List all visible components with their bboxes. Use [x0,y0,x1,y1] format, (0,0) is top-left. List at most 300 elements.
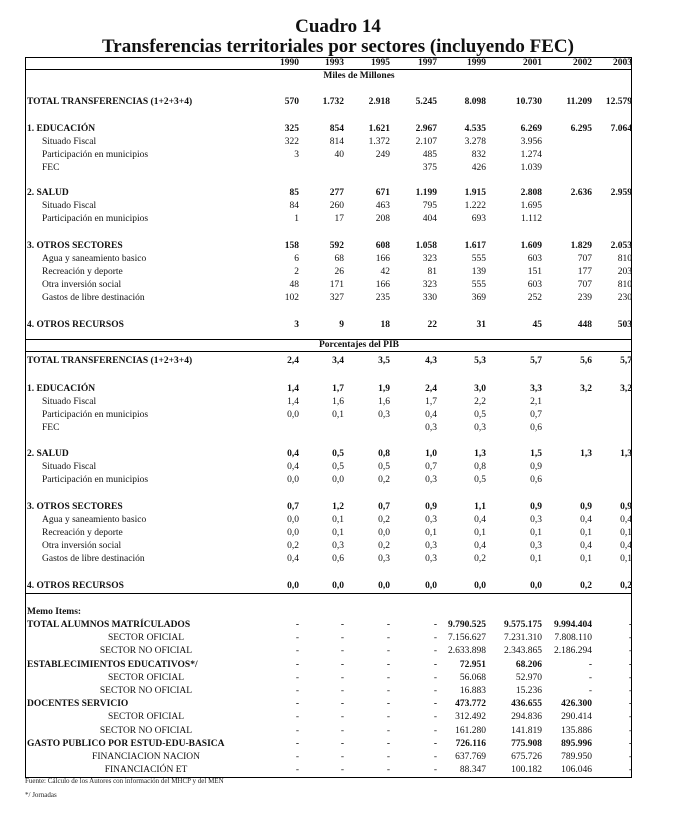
row-label: Situado Fiscal [42,201,97,211]
row-label: Gastos de libre destinación [42,554,145,564]
cell-2001: 603 [527,254,542,264]
cell-2001: 1.039 [520,163,542,173]
cell-1993: - [340,765,344,776]
miles-row [26,253,632,266]
cell-2001: 5,7 [530,356,542,366]
cell-1999: 312.492 [455,712,486,723]
row-label: 3. OTROS SECTORES [27,502,123,512]
cell-1999: 31 [476,320,486,330]
jornadas-footnote: */ Jornadas [25,791,57,799]
cell-1995: - [386,620,390,630]
cell-1993: - [340,686,344,696]
row-label: GASTO PUBLICO POR ESTUD-EDU-BASICA [27,738,225,749]
cell-1997: - [433,686,437,696]
miles-row [26,200,632,213]
row-label: SECTOR NO OFICIAL [99,686,193,696]
cell-2003: 0,4 [620,515,632,525]
cell-1995: - [386,646,390,657]
cell-1995: 42 [380,267,390,277]
cell-1993: - [340,752,344,762]
cell-1997: 1,0 [425,449,437,459]
cell-2002: 106.046 [561,765,592,776]
cell-2001: 1.695 [520,201,542,211]
pib-row [26,540,632,553]
cell-1990: 0,0 [287,528,299,538]
cell-1990: - [295,712,299,723]
cell-1990: 2,4 [287,356,299,366]
cell-2003: 5,7 [620,356,632,366]
row-label: Situado Fiscal [42,137,97,147]
cell-2001: 294.836 [511,712,542,723]
cell-1995: 608 [375,241,390,251]
cell-1997: 22 [427,320,437,330]
miles-row [26,187,632,200]
cell-1997: 485 [422,150,437,160]
cell-1995: - [386,712,390,723]
cell-2001: 1.609 [520,241,542,251]
cell-1999: 637.769 [455,752,486,762]
section-divider [26,351,631,352]
row-label: Participación en municipios [42,214,149,224]
cell-2002: 0,1 [580,528,592,538]
cell-2003: - [628,633,632,644]
cell-2002: 0,4 [580,541,592,551]
cell-1993: - [340,620,344,630]
cell-1993: - [340,659,344,670]
cell-1995: - [386,672,390,683]
miles-row [26,213,632,226]
cell-1997: 0,3 [425,554,437,564]
cell-1999: 3.278 [464,137,486,147]
cell-2003: 2.959 [610,188,632,198]
cell-1997: 0,9 [425,502,437,512]
cell-2003: 0,1 [620,554,632,564]
cell-1990: 102 [284,293,299,303]
memo-row [26,711,632,724]
cell-2003: 0,4 [620,541,632,551]
source-footnote: Fuente: Cálculo de los Autores con información del MHCP y del MEN [25,777,224,785]
row-label: Otra inversión social [42,541,122,551]
cell-1997: 330 [422,293,437,303]
row-label: 2. SALUD [27,449,69,459]
year-header: 1997 [418,58,437,68]
cell-2001: 775.908 [511,738,542,749]
cell-1995: 0,0 [378,581,390,591]
cell-1999: 369 [471,293,486,303]
row-label: Recreación y deporte [42,267,123,277]
pib-row [26,461,632,474]
cell-1997: 1,7 [425,397,437,407]
cell-1995: 166 [375,280,390,290]
memo-row [26,645,632,658]
miles-row [26,292,632,305]
cell-1993: 0,0 [332,581,344,591]
cell-1990: - [295,752,299,762]
cell-1995: 235 [375,293,390,303]
cell-1995: 0,2 [378,475,390,485]
cell-1990: - [295,699,299,710]
cell-1999: 473.772 [455,699,486,710]
row-label: FINANCIACION NACION [92,752,200,762]
cell-1999: 0,5 [474,410,486,420]
cell-1993: 0,1 [332,528,344,538]
cell-1997: 0,0 [425,581,437,591]
cell-1997: 1.199 [415,188,437,198]
row-label: 1. EDUCACIÓN [27,124,96,134]
cell-2001: 675.726 [511,752,542,762]
cell-1999: 9.790.525 [448,620,486,630]
cell-1990: 0,0 [287,515,299,525]
cell-1993: - [340,712,344,723]
cell-1993: 68 [334,254,344,264]
row-label: FINANCIACIÓN ET [104,765,188,776]
cell-2002: 448 [577,320,592,330]
cell-1997: - [433,738,437,749]
miles-row [26,319,632,332]
cell-1990: 84 [289,201,299,211]
cell-1997: 1.058 [415,241,437,251]
cell-2001: 0,3 [530,515,542,525]
cell-1995: 671 [375,188,390,198]
cell-2002: 707 [577,280,592,290]
cell-2002: - [588,686,592,696]
cell-2002: 426.300 [561,699,592,710]
cell-2003: 810 [617,254,632,264]
cell-2001: 151 [527,267,542,277]
cell-1995: 1.621 [368,124,390,134]
row-label: 1. EDUCACIÓN [27,384,96,394]
cell-1997: - [433,659,437,670]
cell-2002: 789.950 [561,752,592,762]
cell-1995: 1,9 [378,384,390,394]
cell-2002: 2.636 [570,188,592,198]
cell-1993: 0,1 [332,515,344,525]
cell-2001: 0,9 [530,502,542,512]
cell-1997: - [433,752,437,762]
year-header: 2003 [613,58,632,68]
cell-1990: 325 [284,124,299,134]
cell-1995: 0,3 [378,410,390,420]
cell-2003: 810 [617,280,632,290]
pib-row [26,527,632,540]
cell-1997: 0,1 [425,528,437,538]
cell-2001: 0,1 [530,554,542,564]
row-label: Agua y saneamiento basico [42,515,147,525]
cell-1993: 0,5 [332,462,344,472]
cell-2002: - [588,672,592,683]
miles-row [26,162,632,175]
cell-1997: 5.245 [415,97,437,107]
cell-2003: 1,3 [620,449,632,459]
cell-2001: 0,0 [530,581,542,591]
memo-row [26,685,632,698]
cell-1999: 0,4 [474,515,486,525]
transfers-table [25,57,632,778]
cell-1995: - [386,725,390,736]
cell-1997: 404 [422,214,437,224]
cell-2002: 5,6 [580,356,592,366]
cell-1999: 1.915 [464,188,486,198]
cell-2002: 0,9 [580,502,592,512]
pib-row [26,553,632,566]
cell-1995: 208 [375,214,390,224]
cell-1995: 463 [375,201,390,211]
cell-1999: 5,3 [474,356,486,366]
table-title: Cuadro 14 [295,16,381,37]
cell-1997: - [433,646,437,657]
cell-1990: 0,0 [287,475,299,485]
cell-1997: 375 [422,163,437,173]
cell-1999: 0,2 [474,554,486,564]
cell-1995: 0,7 [378,502,390,512]
cell-1997: 81 [427,267,437,277]
cell-1999: 0,1 [474,528,486,538]
cell-1990: 158 [284,241,299,251]
year-header: 2001 [523,58,542,68]
cell-1990: 322 [284,137,299,147]
cell-1999: 726.116 [455,738,486,749]
cell-1995: 18 [380,320,390,330]
cell-1993: - [340,672,344,683]
cell-2002: 6.295 [570,124,592,134]
cell-1993: 0,5 [332,449,344,459]
cell-2001: 1,5 [530,449,542,459]
cell-1997: 0,3 [425,515,437,525]
cell-2001: 436.655 [511,699,542,710]
cell-1999: 693 [471,214,486,224]
cell-2003: - [628,686,632,696]
cell-1993: 9 [339,320,344,330]
row-label: FEC [42,423,60,433]
cell-1993: - [340,646,344,657]
cell-2003: 12.579 [605,97,632,107]
cell-1990: 0,0 [287,410,299,420]
year-header: 1993 [325,58,344,68]
cell-2002: 0,4 [580,515,592,525]
cell-1997: - [433,712,437,723]
cell-1995: - [386,765,390,776]
cell-1995: 0,2 [378,541,390,551]
cell-1997: 0,7 [425,462,437,472]
memo-row [26,619,632,632]
pib-row [26,396,632,409]
pib-row [26,501,632,514]
cell-1993: 0,0 [332,475,344,485]
cell-1990: 85 [289,188,299,198]
cell-1990: 2 [294,267,299,277]
cell-1993: 17 [334,214,344,224]
cell-1995: - [386,752,390,762]
row-label: FEC [42,163,60,173]
cell-2001: 52.970 [515,672,542,683]
row-label: Participación en municipios [42,150,149,160]
cell-2001: 1.274 [520,150,542,160]
cell-2001: 603 [527,280,542,290]
cell-2001: 68.206 [515,659,542,670]
cell-1993: 40 [334,150,344,160]
year-header: 1999 [467,58,486,68]
cell-1990: 1,4 [287,384,299,394]
cell-1999: 16.883 [459,686,486,696]
pib-row [26,355,632,368]
cell-1993: 1,6 [332,397,344,407]
memo-row [26,632,632,645]
cell-1990: - [295,659,299,670]
cell-2002: 3,2 [580,384,592,394]
cell-2003: 230 [617,293,632,303]
cell-1999: 0,3 [474,423,486,433]
cell-1999: 7.156.627 [448,633,486,644]
cell-1993: 0,1 [332,410,344,420]
cell-1995: - [386,699,390,710]
row-label: SECTOR OFICIAL [107,633,185,644]
year-header: 1995 [371,58,390,68]
cell-2001: 141.819 [511,725,542,736]
cell-1993: 1,7 [332,384,344,394]
cell-1999: 0,4 [474,541,486,551]
miles-row [26,96,632,109]
cell-1997: 0,3 [425,541,437,551]
row-label: TOTAL ALUMNOS MATRÍCULADOS [27,620,191,630]
cell-1999: 555 [471,280,486,290]
cell-1990: - [295,672,299,683]
cell-2002: 0,2 [580,581,592,591]
miles-row [26,240,632,253]
cell-1999: 0,8 [474,462,486,472]
pib-row [26,422,632,435]
cell-1993: 814 [329,137,344,147]
cell-2001: 0,9 [530,462,542,472]
cell-2002: 7.808.110 [554,633,592,644]
cell-2003: 0,1 [620,528,632,538]
cell-1990: 6 [294,254,299,264]
cell-2003: 0,9 [620,502,632,512]
cell-2003: - [628,765,632,776]
cell-1999: 555 [471,254,486,264]
memo-row [26,764,632,777]
cell-2001: 0,7 [530,410,542,420]
miles-row [26,123,632,136]
cell-1999: 426 [471,163,486,173]
cell-2003: 0,2 [620,581,632,591]
memo-row [26,698,632,711]
pib-row [26,514,632,527]
cell-1999: 72.951 [459,659,486,670]
cell-1993: 1.732 [322,97,344,107]
cell-1997: 0,3 [425,475,437,485]
cell-1997: 2.107 [415,137,437,147]
cell-1993: 3,4 [332,356,344,366]
cell-1999: 832 [471,150,486,160]
unit-label-miles: Miles de Millones [323,71,395,81]
cell-2001: 2,1 [530,397,542,407]
cell-1990: 0,7 [287,502,299,512]
cell-2002: 1.829 [570,241,592,251]
cell-1990: 3 [294,320,299,330]
cell-1993: 260 [329,201,344,211]
cell-2001: 9.575.175 [504,620,542,630]
cell-2002: 895.996 [561,738,592,749]
row-label: SECTOR NO OFICIAL [99,646,193,657]
cell-2003: 203 [617,267,632,277]
cell-1993: - [340,633,344,644]
cell-2001: 10.730 [515,97,542,107]
cell-1997: 4,3 [425,356,437,366]
cell-1990: - [295,738,299,749]
cell-1999: 139 [471,267,486,277]
cell-2002: - [588,659,592,670]
cell-2003: 503 [617,320,632,330]
row-label: TOTAL TRANSFERENCIAS (1+2+3+4) [27,97,193,107]
cell-2001: 0,1 [530,528,542,538]
pib-row [26,383,632,396]
cell-1999: 0,5 [474,475,486,485]
cell-1997: - [433,699,437,710]
cell-2001: 252 [527,293,542,303]
cell-1997: - [433,620,437,630]
cell-2001: 45 [532,320,542,330]
pib-row [26,409,632,422]
row-label: DOCENTES SERVICIO [27,699,129,710]
cell-1993: - [340,725,344,736]
cell-1997: 0,3 [425,423,437,433]
cell-1995: - [386,738,390,749]
memo-divider [26,593,631,594]
cell-1997: 0,4 [425,410,437,420]
cell-2001: 2.808 [520,188,542,198]
memo-row [26,659,632,672]
cell-1995: 1,6 [378,397,390,407]
miles-row [26,279,632,292]
cell-1997: - [433,633,437,644]
year-header-row [26,57,632,70]
cell-2001: 1.112 [520,214,542,224]
cell-2003: - [628,699,632,710]
cell-1995: - [386,633,390,644]
row-label: Participación en municipios [42,410,149,420]
cell-2003: - [628,659,632,670]
memo-row [26,725,632,738]
cell-2001: 0,3 [530,541,542,551]
cell-1990: - [295,646,299,657]
cell-1995: 3,5 [378,356,390,366]
cell-2002: 135.886 [561,725,592,736]
table-subtitle: Transferencias territoriales por sectores (incluyendo FEC) [102,36,574,57]
cell-1995: 166 [375,254,390,264]
memo-heading: Memo Items: [27,607,82,617]
cell-1990: 3 [294,150,299,160]
row-label: Situado Fiscal [42,462,97,472]
cell-1999: 2.633.898 [448,646,486,657]
cell-1997: - [433,765,437,776]
cell-1993: - [340,699,344,710]
cell-2001: 3.956 [520,137,542,147]
cell-2002: 177 [577,267,592,277]
row-label: 4. OTROS RECURSOS [27,581,124,591]
cell-2002: 707 [577,254,592,264]
cell-1993: 327 [329,293,344,303]
cell-1990: 48 [289,280,299,290]
cell-1999: 0,0 [474,581,486,591]
row-label: SECTOR OFICIAL [107,672,185,683]
row-label: Recreación y deporte [42,528,123,538]
row-label: Otra inversión social [42,280,122,290]
cell-1995: 249 [375,150,390,160]
memo-row [26,672,632,685]
cell-1999: 1,1 [474,502,486,512]
cell-1990: - [295,765,299,776]
cell-1993: 0,3 [332,541,344,551]
